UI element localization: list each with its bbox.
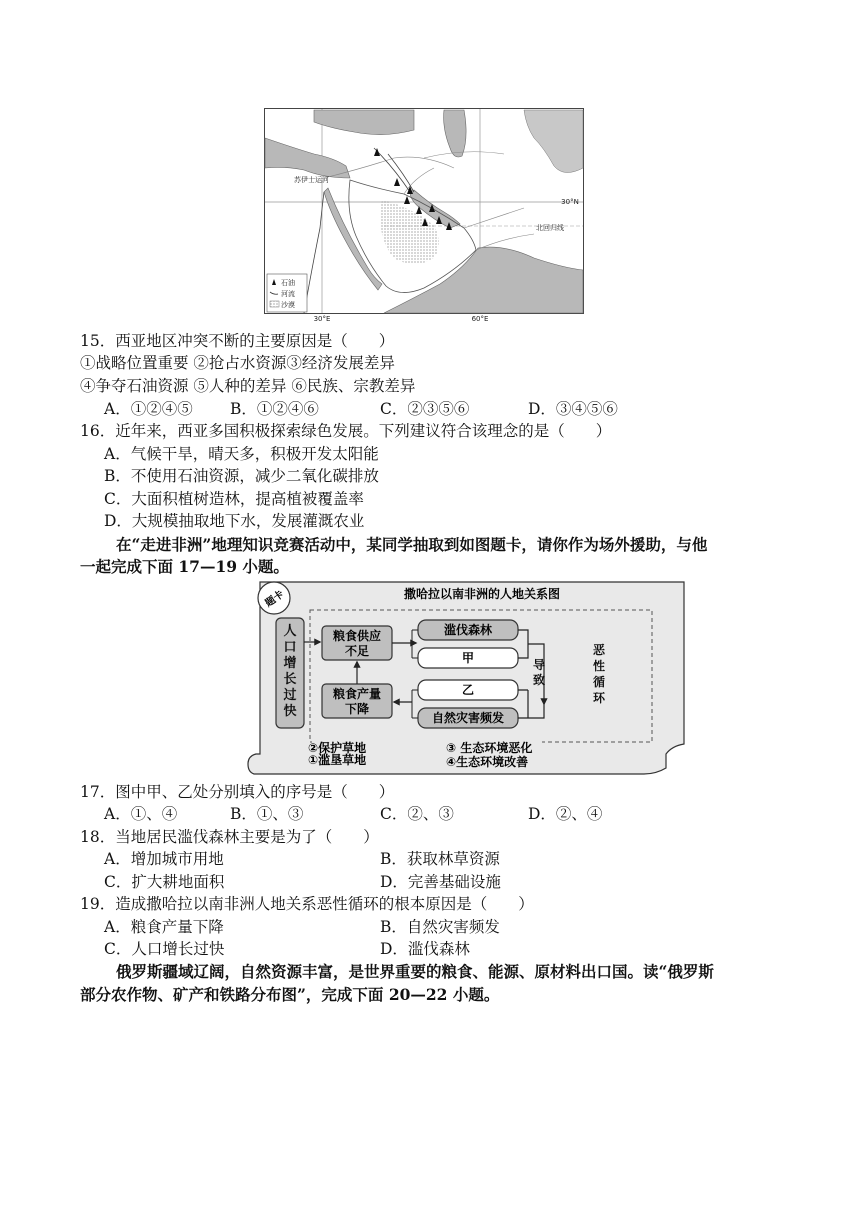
q19-option-a[interactable]: A．粮食产量下降 (104, 918, 224, 936)
jia-label: 甲 (461, 651, 475, 665)
population-label: 人口增长过快 (283, 624, 297, 719)
intro2-line1: 俄罗斯疆域辽阔，自然资源丰富，是世界重要的粮食、能源、原材料出口国。读“俄罗斯 (116, 962, 714, 981)
card-key-3: ③ 生态环境恶化 (446, 741, 533, 755)
disaster-label: 自然灾害频发 (431, 711, 505, 725)
map-svg (264, 108, 584, 324)
intro1-line2: 一起完成下面 17—19 小题。 (80, 557, 289, 576)
legend-desert: 沙漠 (281, 301, 295, 309)
q16-option-a[interactable]: A．气候干旱，晴天多，积极开发太阳能 (104, 445, 379, 463)
yi-label: 乙 (461, 683, 475, 697)
q16-option-d[interactable]: D．大规模抽取地下水，发展灌溉农业 (104, 512, 365, 530)
intro1-line1: 在“走进非洲”地理知识竞赛活动中，某同学抽取到如图题卡，请你作为场外援助，与他 (116, 535, 708, 554)
vicious-cycle-label: 恶性循环 (592, 643, 605, 705)
intro2-line2: 部分农作物、矿产和铁路分布图”，完成下面 20—22 小题。 (80, 985, 500, 1004)
q19-options-row1 (0, 916, 860, 938)
q17-option-a[interactable]: A．①、④ (104, 805, 178, 823)
q18-option-d[interactable]: D．完善基础设施 (380, 873, 501, 891)
card-svg (246, 578, 686, 778)
food-decline-line1: 粮食产量 (332, 687, 382, 701)
q18-option-a[interactable]: A．增加城市用地 (104, 850, 224, 868)
lon60-label: 60°E (471, 315, 489, 323)
q18-options-row1 (0, 848, 860, 870)
q17-options (0, 803, 860, 825)
q19-option-b[interactable]: B．自然灾害频发 (380, 918, 500, 936)
food-shortage-line2: 不足 (344, 644, 370, 658)
card-key-2: ②保护草地 (308, 741, 367, 755)
q17-option-b[interactable]: B．①、③ (230, 805, 304, 823)
q16-stem: 16．近年来，西亚多国积极探索绿色发展。下列建议符合该理念的是（ ） (80, 422, 612, 440)
q17-stem: 17．图中甲、乙处分别填入的序号是（ ） (80, 783, 395, 801)
q18-stem: 18．当地居民滥伐森林主要是为了（ ） (80, 828, 379, 846)
q15-line1: ①战略位置重要 ②抢占水资源③经济发展差异 (80, 354, 395, 372)
lon30-label: 30°E (313, 315, 331, 323)
q18-options-row2 (0, 871, 860, 893)
card-key-1: ①滥垦草地 (308, 753, 367, 767)
q16-option-c[interactable]: C．大面积植树造林，提高植被覆盖率 (104, 490, 364, 508)
west-asia-map (264, 108, 584, 324)
q19-stem: 19．造成撒哈拉以南非洲人地关系恶性循环的根本原因是（ ） (80, 895, 534, 913)
card-title: 撒哈拉以南非洲的人地关系图 (403, 587, 561, 601)
q15-option-a[interactable]: A．①②④⑤ (104, 400, 193, 418)
legend-oil: 石油 (281, 279, 295, 287)
food-decline-line2: 下降 (344, 702, 370, 716)
tropic-label: 北回归线 (536, 224, 564, 232)
q15-options (0, 398, 860, 420)
q16-option-b[interactable]: B．不使用石油资源，减少二氧化碳排放 (104, 467, 379, 485)
card-key-4: ④生态环境改善 (446, 755, 529, 769)
food-shortage-line1: 粮食供应 (332, 629, 382, 643)
q18-option-c[interactable]: C．扩大耕地面积 (104, 873, 225, 891)
q17-option-c[interactable]: C．②、③ (380, 805, 454, 823)
q18-option-b[interactable]: B．获取林草资源 (380, 850, 500, 868)
q15-option-d[interactable]: D．③④⑤⑥ (528, 400, 618, 418)
q19-options-row2 (0, 938, 860, 960)
legend-desert-icon (270, 301, 279, 307)
deforest-label: 滥伐森林 (443, 623, 493, 637)
lead-label: 导致 (532, 658, 545, 687)
q19-option-d[interactable]: D．滥伐森林 (380, 940, 470, 958)
q15-option-b[interactable]: B．①②④⑥ (230, 400, 319, 418)
relationship-card (246, 578, 686, 778)
q15-option-c[interactable]: C．②③⑤⑥ (380, 400, 470, 418)
q15-line2: ④争夺石油资源 ⑤人种的差异 ⑥民族、宗教差异 (80, 377, 416, 395)
q19-option-c[interactable]: C．人口增长过快 (104, 940, 225, 958)
q17-option-d[interactable]: D．②、④ (528, 805, 603, 823)
lat30-label: 30°N (561, 198, 579, 206)
q15-stem: 15．西亚地区冲突不断的主要原因是（ ） (80, 332, 395, 350)
card-tag: 题卡 (263, 588, 287, 610)
suez-label: 苏伊士运河 (294, 176, 329, 184)
legend-river: 河流 (281, 290, 295, 298)
